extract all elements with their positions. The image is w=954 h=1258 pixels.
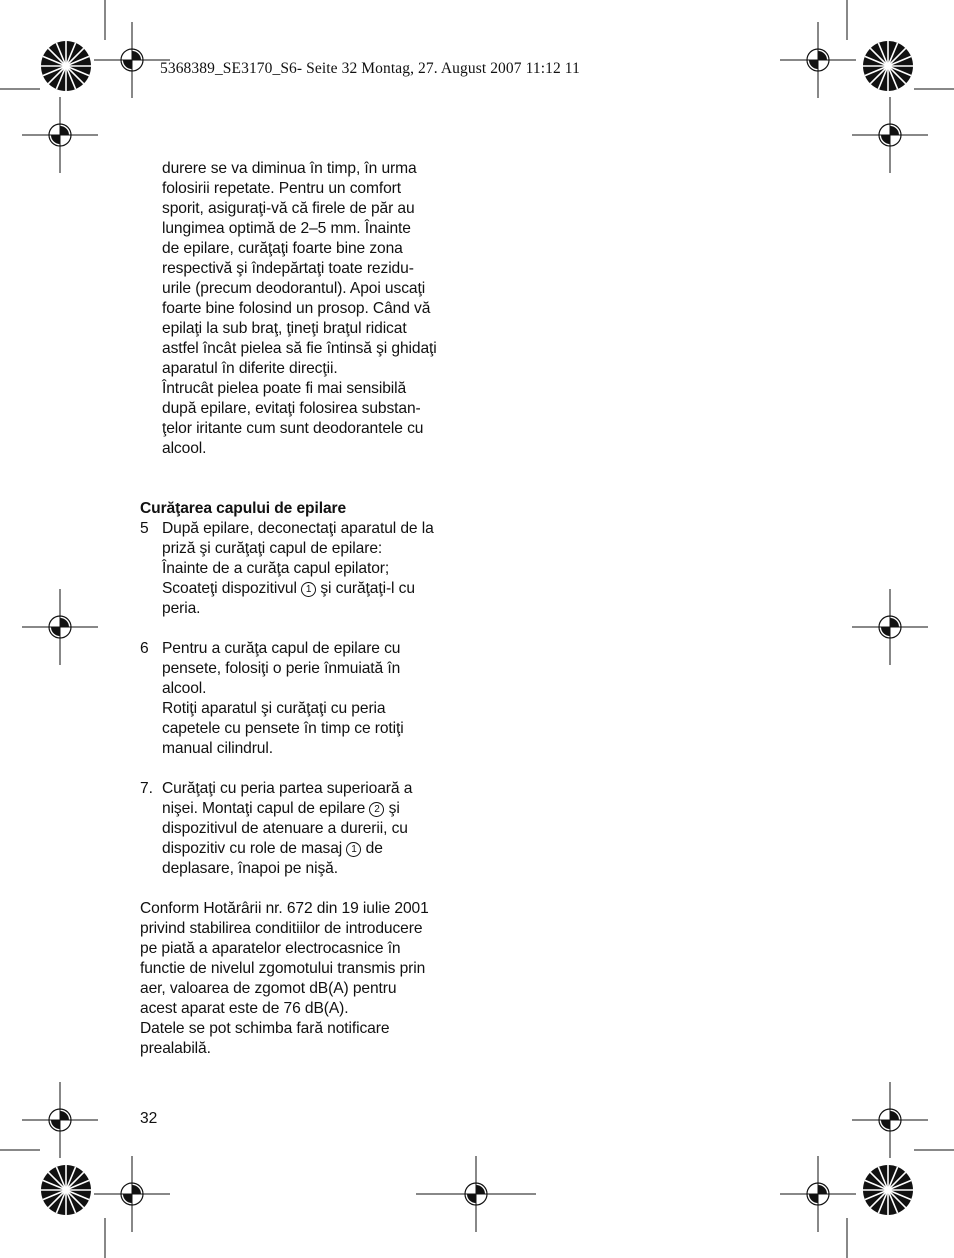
- text-line: urile (precum deodorantul). Apoi uscaţi: [162, 280, 426, 297]
- text-line: dispozitiv cu role de masaj 1 de: [162, 840, 383, 857]
- registration-mark: [22, 589, 98, 665]
- step-number: 7.: [140, 780, 153, 797]
- circled-number-1: 1: [301, 582, 316, 597]
- step-number: 5: [140, 520, 149, 537]
- text-line: foarte bine folosind un prosop. Când vă: [162, 300, 431, 317]
- starburst-mark: [863, 1165, 913, 1215]
- text-line: respectivă şi îndepărtaţi toate rezidu-: [162, 260, 414, 277]
- text-line: peria.: [162, 600, 201, 617]
- registration-mark: [852, 97, 928, 173]
- print-slug-line: 5368389_SE3170_S6- Seite 32 Montag, 27. August 2007 11:12 11: [160, 60, 580, 77]
- registration-mark: [22, 1082, 98, 1158]
- text-line: functie de nivelul zgomotului transmis prin: [140, 960, 426, 977]
- text-line: alcool.: [162, 440, 207, 457]
- circled-number-1: 1: [346, 842, 361, 857]
- step-5: [140, 519, 470, 619]
- text-column: [140, 159, 470, 1059]
- text-line: epilaţi la sub braţ, ţineţi braţul ridicat: [162, 320, 407, 337]
- text-line: Întrucât pielea poate fi mai sensibilă: [162, 380, 407, 397]
- registration-mark: [780, 1156, 856, 1232]
- text-line: Scoateţi dispozitivul 1 şi curăţaţi-l cu: [162, 580, 415, 597]
- text-line: Curăţaţi cu peria partea superioară a: [162, 780, 413, 797]
- text-line: ţelor iritante cum sunt deodorantele cu: [162, 420, 424, 437]
- section-heading: Curăţarea capului de epilare: [140, 500, 347, 517]
- text-line: Conform Hotărârii nr. 672 din 19 iulie 2001: [140, 900, 429, 917]
- starburst-mark: [41, 41, 91, 91]
- step-7: [140, 779, 470, 879]
- text-line: Înainte de a curăţa capul epilator;: [162, 560, 390, 577]
- text-line: După epilare, deconectaţi aparatul de la: [162, 520, 434, 537]
- text-line: manual cilindrul.: [162, 740, 273, 757]
- text-line: privind stabilirea conditiilor de introducere: [140, 920, 423, 937]
- text-line: prealabilă.: [140, 1040, 211, 1057]
- registration-mark: [852, 589, 928, 665]
- text-line: aer, valoarea de zgomot dB(A) pentru: [140, 980, 397, 997]
- starburst-mark: [41, 1165, 91, 1215]
- text-line: lungimea optimă de 2–5 mm. Înainte: [162, 220, 411, 237]
- text-line: sporit, asiguraţi-vă că firele de păr au: [162, 200, 415, 217]
- text-line: de epilare, curăţaţi foarte bine zona: [162, 240, 403, 257]
- step-number: 6: [140, 640, 149, 657]
- text-line: astfel încât pielea să fie întinsă şi ghidaţi: [162, 340, 437, 357]
- starburst-mark: [863, 41, 913, 91]
- text-line: după epilare, evitaţi folosirea substan-: [162, 400, 421, 417]
- text-line: priză şi curăţaţi capul de epilare:: [162, 540, 383, 557]
- noise-notice-paragraph: [140, 899, 470, 1059]
- text-line: acest aparat este de 76 dB(A).: [140, 1000, 349, 1017]
- text-line: folosirii repetate. Pentru un comfort: [162, 180, 401, 197]
- text-line: Datele se pot schimba fară notificare: [140, 1020, 390, 1037]
- intro-paragraph: [140, 159, 470, 459]
- text-line: alcool.: [162, 680, 207, 697]
- text-line: deplasare, înapoi pe nişă.: [162, 860, 338, 877]
- text-line: pe piată a aparatelor electrocasnice în: [140, 940, 401, 957]
- registration-mark: [780, 22, 856, 98]
- text-line: pensete, folosiţi o perie înmuiată în: [162, 660, 401, 677]
- step-6: [140, 639, 470, 759]
- registration-mark: [852, 1082, 928, 1158]
- text-line: Pentru a curăţa capul de epilare cu: [162, 640, 401, 657]
- text-line: dispozitivul de atenuare a durerii, cu: [162, 820, 408, 837]
- registration-mark: [22, 97, 98, 173]
- text-line: aparatul în diferite direcţii.: [162, 360, 338, 377]
- text-line: capetele cu pensete în timp ce rotiţi: [162, 720, 404, 737]
- text-line: nişei. Montaţi capul de epilare 2 şi: [162, 800, 400, 817]
- circled-number-2: 2: [369, 802, 384, 817]
- text-line: Rotiţi aparatul şi curăţaţi cu peria: [162, 700, 386, 717]
- text-line: durere se va diminua în timp, în urma: [162, 160, 417, 177]
- page-number: 32: [140, 1110, 158, 1127]
